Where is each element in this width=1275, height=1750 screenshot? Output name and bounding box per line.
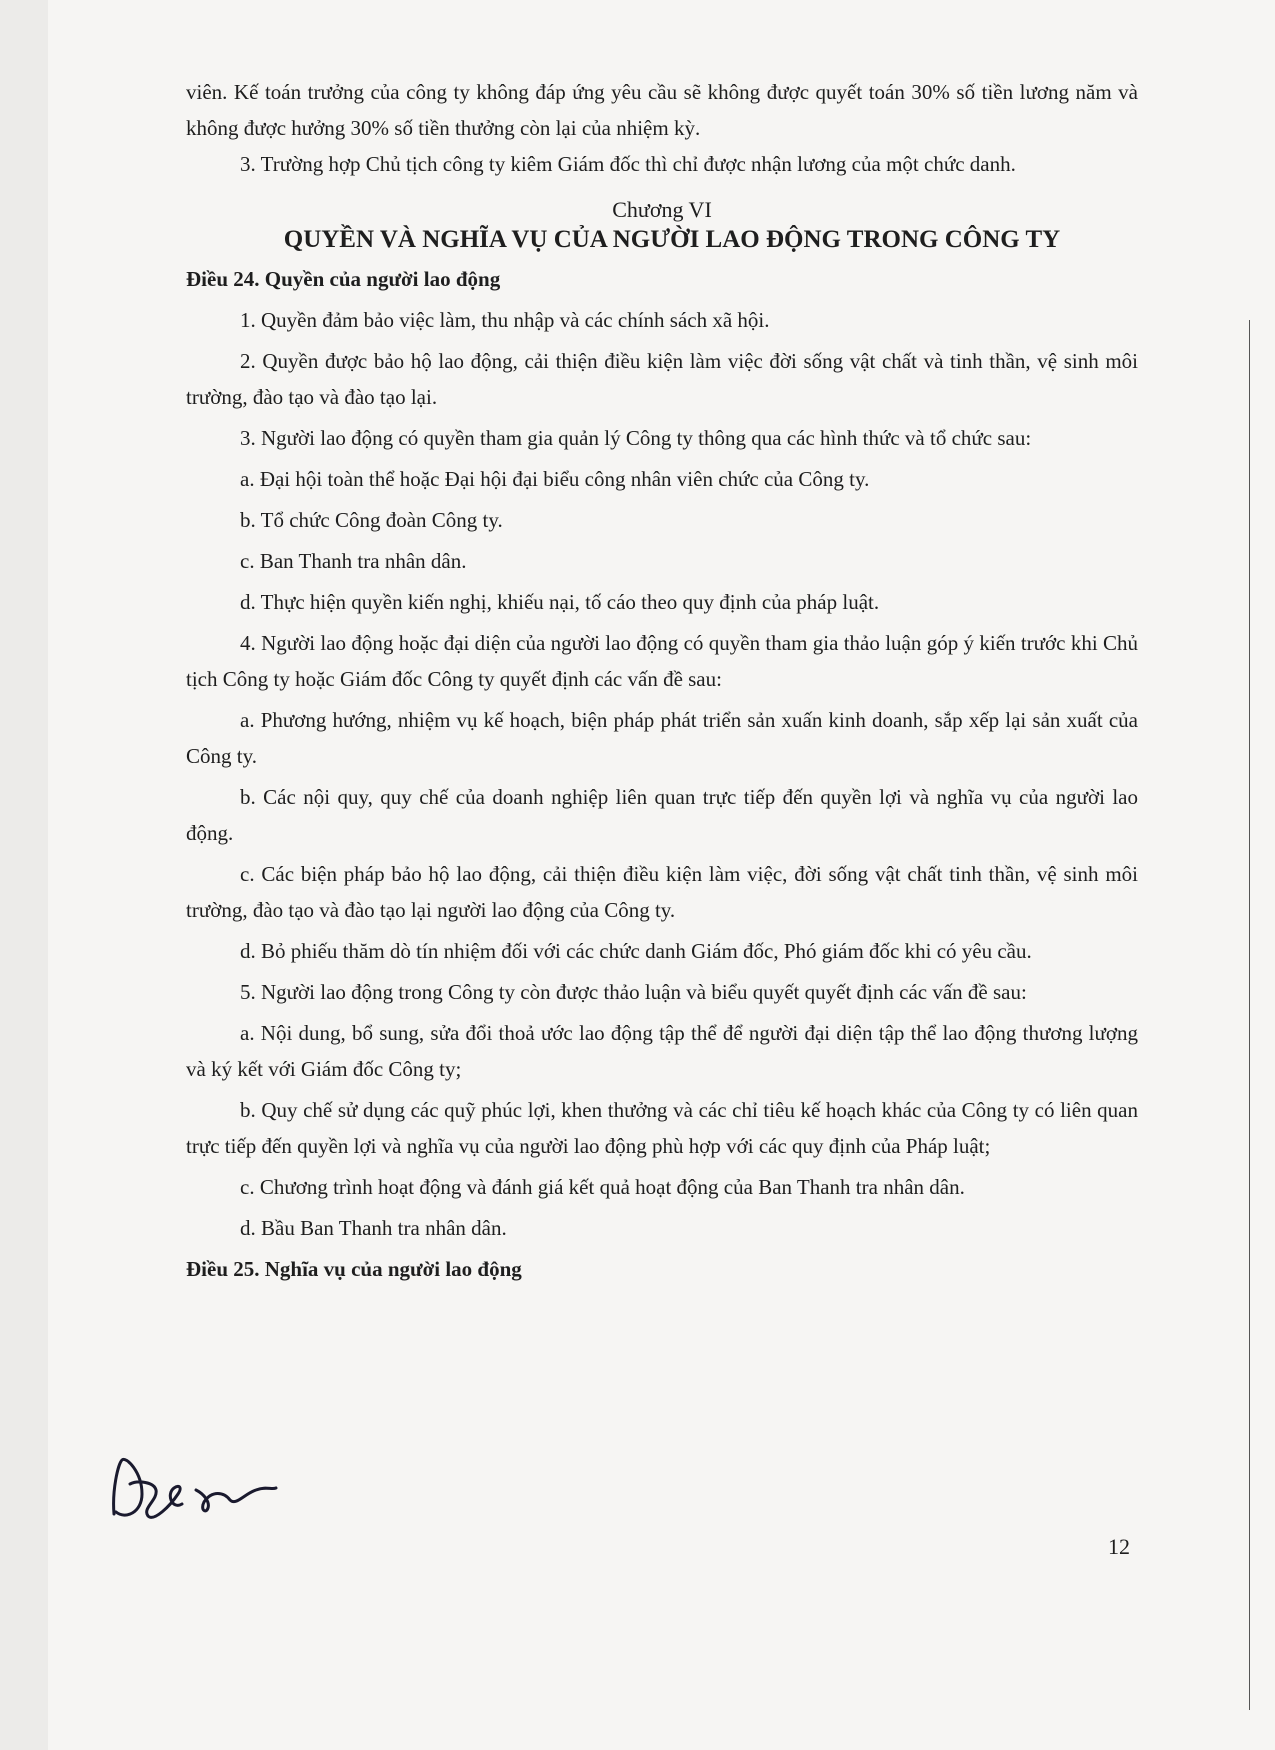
paragraph-clause-3: 3. Trường hợp Chủ tịch công ty kiêm Giám đốc thì chỉ được nhận lương của một chức danh. bbox=[240, 152, 1016, 176]
chapter-label: Chương VI bbox=[612, 197, 712, 222]
article-24-item-4: 4. Người lao động hoặc đại diện của người lao động có quyền tham gia thảo luận góp ý kiến trước khi Chủ tịch Công ty hoặc Giám đốc Công ty quyết định các vấn đề sau: bbox=[186, 631, 1138, 691]
article-24-heading: Điều 24. Quyền của người lao động bbox=[186, 267, 501, 291]
article-24-item-1: 1. Quyền đảm bảo việc làm, thu nhập và các chính sách xã hội. bbox=[240, 308, 770, 332]
article-24-item-4c: c. Các biện pháp bảo hộ lao động, cải thiện điều kiện làm việc, đời sống vật chất tinh thần, vệ sinh môi trường, đào tạo và đào tạo lại người lao động của Công ty. bbox=[186, 862, 1138, 922]
article-24-item-5: 5. Người lao động trong Công ty còn được thảo luận và biểu quyết quyết định các vấn đề sau: bbox=[240, 980, 1027, 1004]
article-24-item-3d: d. Thực hiện quyền kiến nghị, khiếu nại, tố cáo theo quy định của pháp luật. bbox=[240, 590, 880, 614]
article-24-item-5b: b. Quy chế sử dụng các quỹ phúc lợi, khen thưởng và các chỉ tiêu kế hoạch khác của Công ty có liên quan trực tiếp đến quyền lợi và nghĩa vụ của người lao động phù hợp với các quy định của Pháp luật; bbox=[186, 1098, 1138, 1158]
article-24-item-5a: a. Nội dung, bổ sung, sửa đổi thoả ước lao động tập thể để người đại diện tập thể lao động thương lượng và ký kết với Giám đốc Công ty; bbox=[186, 1021, 1138, 1081]
signature-icon bbox=[108, 1450, 278, 1530]
article-24-item-3a: a. Đại hội toàn thể hoặc Đại hội đại biểu công nhân viên chức của Công ty. bbox=[240, 467, 870, 491]
article-24-item-3c: c. Ban Thanh tra nhân dân. bbox=[240, 549, 467, 573]
article-24-item-4b: b. Các nội quy, quy chế của doanh nghiệp liên quan trực tiếp đến quyền lợi và nghĩa vụ của người lao động. bbox=[186, 785, 1138, 845]
paragraph-continuation: viên. Kế toán trưởng của công ty không đáp ứng yêu cầu sẽ không được quyết toán 30% số tiền lương năm và không được hưởng 30% số tiền thưởng còn lại của nhiệm kỳ. bbox=[186, 80, 1138, 140]
article-24-item-2: 2. Quyền được bảo hộ lao động, cải thiện điều kiện làm việc đời sống vật chất và tinh thần, vệ sinh môi trường, đào tạo và đào tạo lại. bbox=[186, 349, 1138, 409]
article-24-item-3: 3. Người lao động có quyền tham gia quản lý Công ty thông qua các hình thức và tổ chức sau: bbox=[240, 426, 1032, 450]
document-body bbox=[186, 74, 1138, 1287]
page-number: 12 bbox=[1108, 1534, 1130, 1559]
article-24-item-5c: c. Chương trình hoạt động và đánh giá kết quả hoạt động của Ban Thanh tra nhân dân. bbox=[240, 1175, 965, 1199]
article-24-item-4d: d. Bỏ phiếu thăm dò tín nhiệm đối với các chức danh Giám đốc, Phó giám đốc khi có yêu cầu. bbox=[240, 939, 1032, 963]
page-edge-line bbox=[1249, 320, 1250, 1710]
article-24-item-5d: d. Bầu Ban Thanh tra nhân dân. bbox=[240, 1216, 507, 1240]
article-24-item-4a: a. Phương hướng, nhiệm vụ kế hoạch, biện pháp phát triển sản xuấn kinh doanh, sắp xếp lại sản xuất của Công ty. bbox=[186, 708, 1138, 768]
article-24-item-3b: b. Tổ chức Công đoàn Công ty. bbox=[240, 508, 503, 532]
article-25-heading: Điều 25. Nghĩa vụ của người lao động bbox=[186, 1257, 522, 1281]
chapter-title: QUYỀN VÀ NGHĨA VỤ CỦA NGƯỜI LAO ĐỘNG TRONG CÔNG TY bbox=[283, 226, 1061, 253]
